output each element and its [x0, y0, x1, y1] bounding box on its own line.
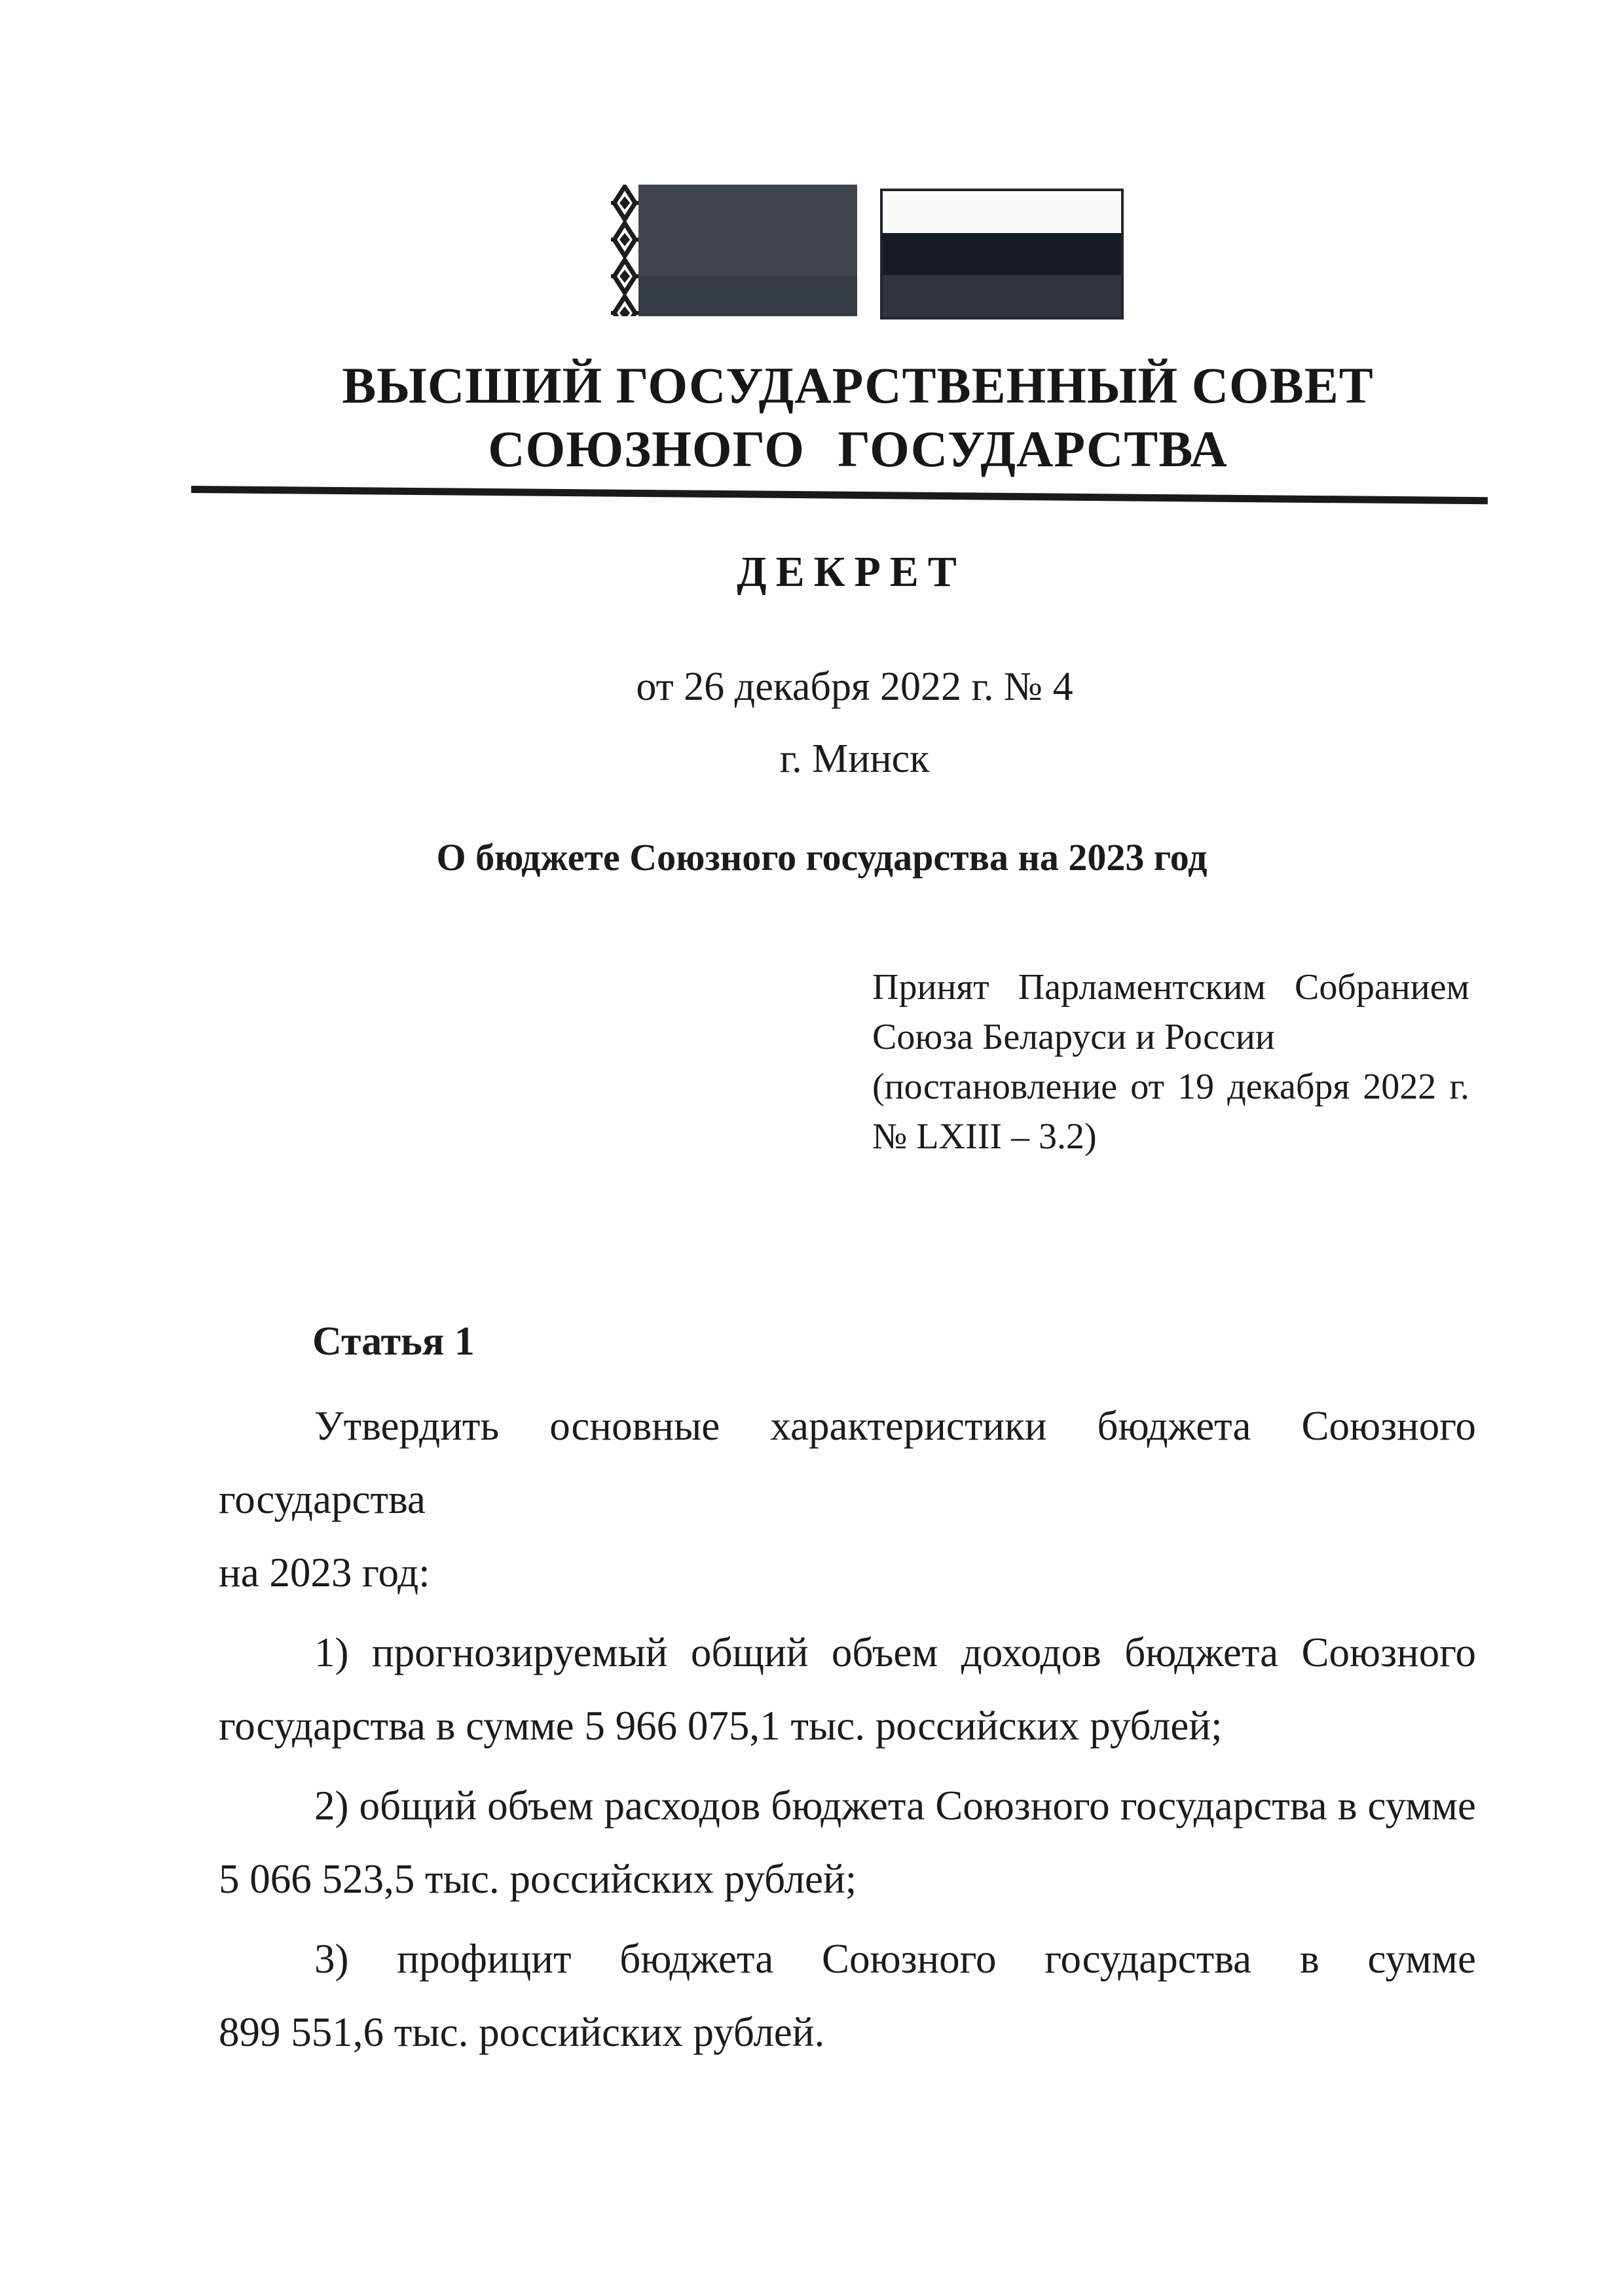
- doc-type-title: ДЕКРЕТ: [737, 548, 966, 596]
- body-line: Утвердить основные характеристики бюджета Союзного государства: [219, 1403, 1476, 1522]
- article-paragraph-item-1: [219, 1616, 1476, 1762]
- subject-line: О бюджете Союзного государства на 2023 год: [436, 836, 1208, 879]
- adoption-note: [872, 962, 1469, 1161]
- org-name-line-1: ВЫСШИЙ ГОСУДАРСТВЕННЫЙ СОВЕТ: [342, 357, 1374, 414]
- adoption-note-line: Союза Беларуси и России: [872, 1017, 1275, 1057]
- adoption-note-line: № LXIII – 3.2): [872, 1116, 1097, 1157]
- body-line: государства в сумме 5 966 075,1 тыс. российских рублей;: [219, 1703, 1223, 1749]
- adoption-note-line: (постановление от 19 декабря 2022 г.: [872, 1066, 1469, 1107]
- russia-flag-bottom-band: [883, 275, 1121, 317]
- article-1-body: [219, 1389, 1476, 2069]
- org-name-line-2: СОЮЗНОГО ГОСУДАРСТВА: [488, 420, 1228, 477]
- belarus-flag: [611, 185, 857, 316]
- belarus-flag-field: [638, 185, 857, 316]
- body-line: на 2023 год:: [219, 1550, 430, 1595]
- date-number-line: от 26 декабря 2022 г. № 4: [636, 665, 1073, 709]
- article-1-heading: Статья 1: [312, 1319, 475, 1364]
- belarus-flag-bottom-band: [638, 276, 857, 316]
- adoption-note-line: Принят Парламентским Собранием: [872, 967, 1469, 1008]
- article-paragraph-intro: [219, 1389, 1476, 1609]
- body-line: 1) прогнозируемый общий объем доходов бюджета Союзного: [314, 1630, 1476, 1675]
- body-line: 899 551,6 тыс. российских рублей.: [219, 2009, 825, 2055]
- russia-flag: [880, 189, 1124, 319]
- article-paragraph-item-2: [219, 1769, 1476, 1916]
- body-line: 5 066 523,5 тыс. российских рублей;: [219, 1856, 857, 1902]
- belarus-flag-top-band: [638, 185, 857, 276]
- body-line: 2) общий объем расходов бюджета Союзного государства в сумме: [314, 1783, 1476, 1829]
- russia-flag-white-band: [883, 191, 1121, 233]
- body-line: 3) профицит бюджета Союзного государства в сумме: [314, 1936, 1476, 1982]
- russia-flag-middle-band: [883, 233, 1121, 275]
- org-name: [216, 354, 1500, 481]
- belarus-flag-ornament-icon: [611, 185, 638, 316]
- header-rule: [191, 486, 1488, 504]
- place-line: г. Минск: [779, 737, 930, 781]
- article-paragraph-item-3: [219, 1922, 1476, 2069]
